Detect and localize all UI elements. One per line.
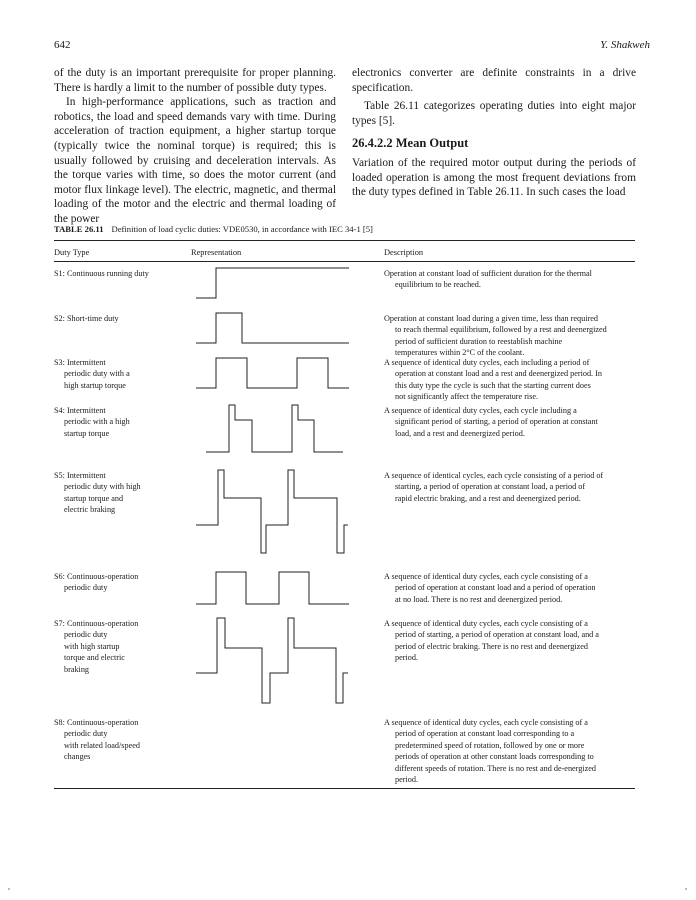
col-header-representation: Representation [191,248,242,257]
duty-type-line: S2: Short-time duty [54,314,119,323]
description-line: periods of operation at other constant loads corresponding to [395,752,594,762]
duty-type-line: with related load/speed [64,740,140,750]
description-line: A sequence of identical duty cycles, each cycle consisting of a [384,572,588,581]
description-line: A sequence of identical cycles, each cycle consisting of a period of [384,471,604,480]
scan-mark [8,888,10,890]
s2-waveform [196,313,349,343]
duty-type-line: periodic duty [64,729,108,739]
description-line: load, and a rest and deenergized period. [395,428,525,438]
paragraph: In high-performance applications, such as traction and robotics, the load and speed demands vary with time. During acceleration of traction equipment, a higher startup torque (typically twice the nominal torque) is required; this is usually followed by cruising and deceleration intervals. As the torque varies with time, so does the motor current (and motor flux linkage level). The electric, magnetic, and thermal loading of the motor and the electric and thermal loading of the power [54,96,336,225]
duty-type-line: periodic duty [64,630,108,640]
duty-type-line: S4: Intermittent [54,406,106,415]
description-line: period of operation at constant load corresponding to a [395,729,575,739]
s5-waveform [196,470,348,553]
paragraph: electronics converter are definite constraints in a drive specification. [352,67,636,94]
description-line: operation at constant load and a rest and deenergized period. In [395,369,602,379]
duty-type-line: periodic duty [64,583,108,593]
description-line: to reach thermal equilibrium, followed by a rest and deenergized [395,325,607,335]
duty-type-line: S6: Continuous-operation [54,572,139,581]
duty-type-line: S7: Continuous-operation [54,619,139,628]
table-caption-text: Definition of load cyclic duties: VDE0530, in accordance with IEC 34-1 [5] [111,224,373,234]
s1-waveform [196,268,349,298]
duty-type-line: high startup torque [64,380,126,390]
description-line: not significantly affect the temperature rise. [395,392,539,402]
description-line: starting, a period of operation at constant load, a period of [395,482,586,492]
duty-type-line: torque and electric [64,653,125,663]
description-line: period of sufficient duration to reestablish machine [395,336,563,346]
duty-type-line: periodic duty with high [64,482,141,492]
description-line: period of starting, a period of operation at constant load, and a [395,630,599,640]
scan-mark [685,888,687,890]
description-line: A sequence of identical duty cycles, each cycle including a [384,406,577,415]
s4-waveform [206,405,343,452]
description-line: period. [395,775,418,785]
description-line: A sequence of identical duty cycles, each including a period of [384,358,590,367]
description-line: this duty type the cycle is such that the starting current does [395,380,591,390]
table-rule-bottom [54,788,635,789]
duty-type-line: braking [64,664,90,674]
description-line: period of operation at constant load and a period of operation [395,583,596,593]
description-line: equilibrium to be reached. [395,280,481,290]
duty-type-line: with high startup [64,641,120,651]
description-line: period. [395,653,418,663]
description-line: rapid electric braking, and a rest and deenergized period. [395,493,581,503]
paragraph: Table 26.11 categorizes operating duties into eight major types [5]. [352,100,636,127]
duty-type-line: startup torque and [64,493,124,503]
description-line: Operation at constant load during a given time, less than required [384,314,598,323]
paragraph: Variation of the required motor output during the periods of loaded operation is among the most frequent deviations from the duty types defined in Table 26.11. In such cases the load [352,156,636,199]
s6-waveform [196,572,349,604]
duty-type-line: electric braking [64,505,116,515]
running-author: Y. Shakweh [600,39,650,51]
duty-type-line: S5: Intermittent [54,471,106,480]
description-line: different speeds of rotation. There is no rest and de-energized [395,763,596,773]
duty-type-line: startup torque [64,428,110,438]
duty-type-line: S1: Continuous running duty [54,269,149,278]
section-heading: 26.4.2.2 Mean Output [352,136,469,151]
s7-waveform [196,618,348,703]
duty-type-line: S8: Continuous-operation [54,718,139,727]
duty-type-line: periodic with a high [64,417,130,427]
duty-type-line: changes [64,752,91,762]
description-line: A sequence of identical duty cycles, each cycle consisting of a [384,718,588,727]
description-line: predetermined speed of rotation, followed by one or more [395,740,585,750]
duty-type-line: periodic duty with a [64,369,130,379]
description-line: period of electric braking. There is no rest and deenergized [395,641,588,651]
description-line: significant period of starting, a period of operation at constant [395,417,598,427]
page-number: 642 [54,39,71,51]
duty-type-line: S3: Intermittent [54,358,106,367]
description-line: at no load. There is no rest and deenergized period. [395,594,563,604]
description-line: Operation at constant load of sufficient duration for the thermal [384,269,592,278]
col-header-duty-type: Duty Type [54,248,90,257]
description-line: A sequence of identical duty cycles, each cycle consisting of a [384,619,588,628]
s3-waveform [196,358,349,388]
table-label: TABLE 26.11 [54,224,104,234]
paragraph: of the duty is an important prerequisite for proper planning. There is hardly a limit to the number of possible duty types. [54,67,336,94]
description-line: temperatures within 2°C of the coolant. [395,348,525,358]
col-header-description: Description [384,248,424,257]
